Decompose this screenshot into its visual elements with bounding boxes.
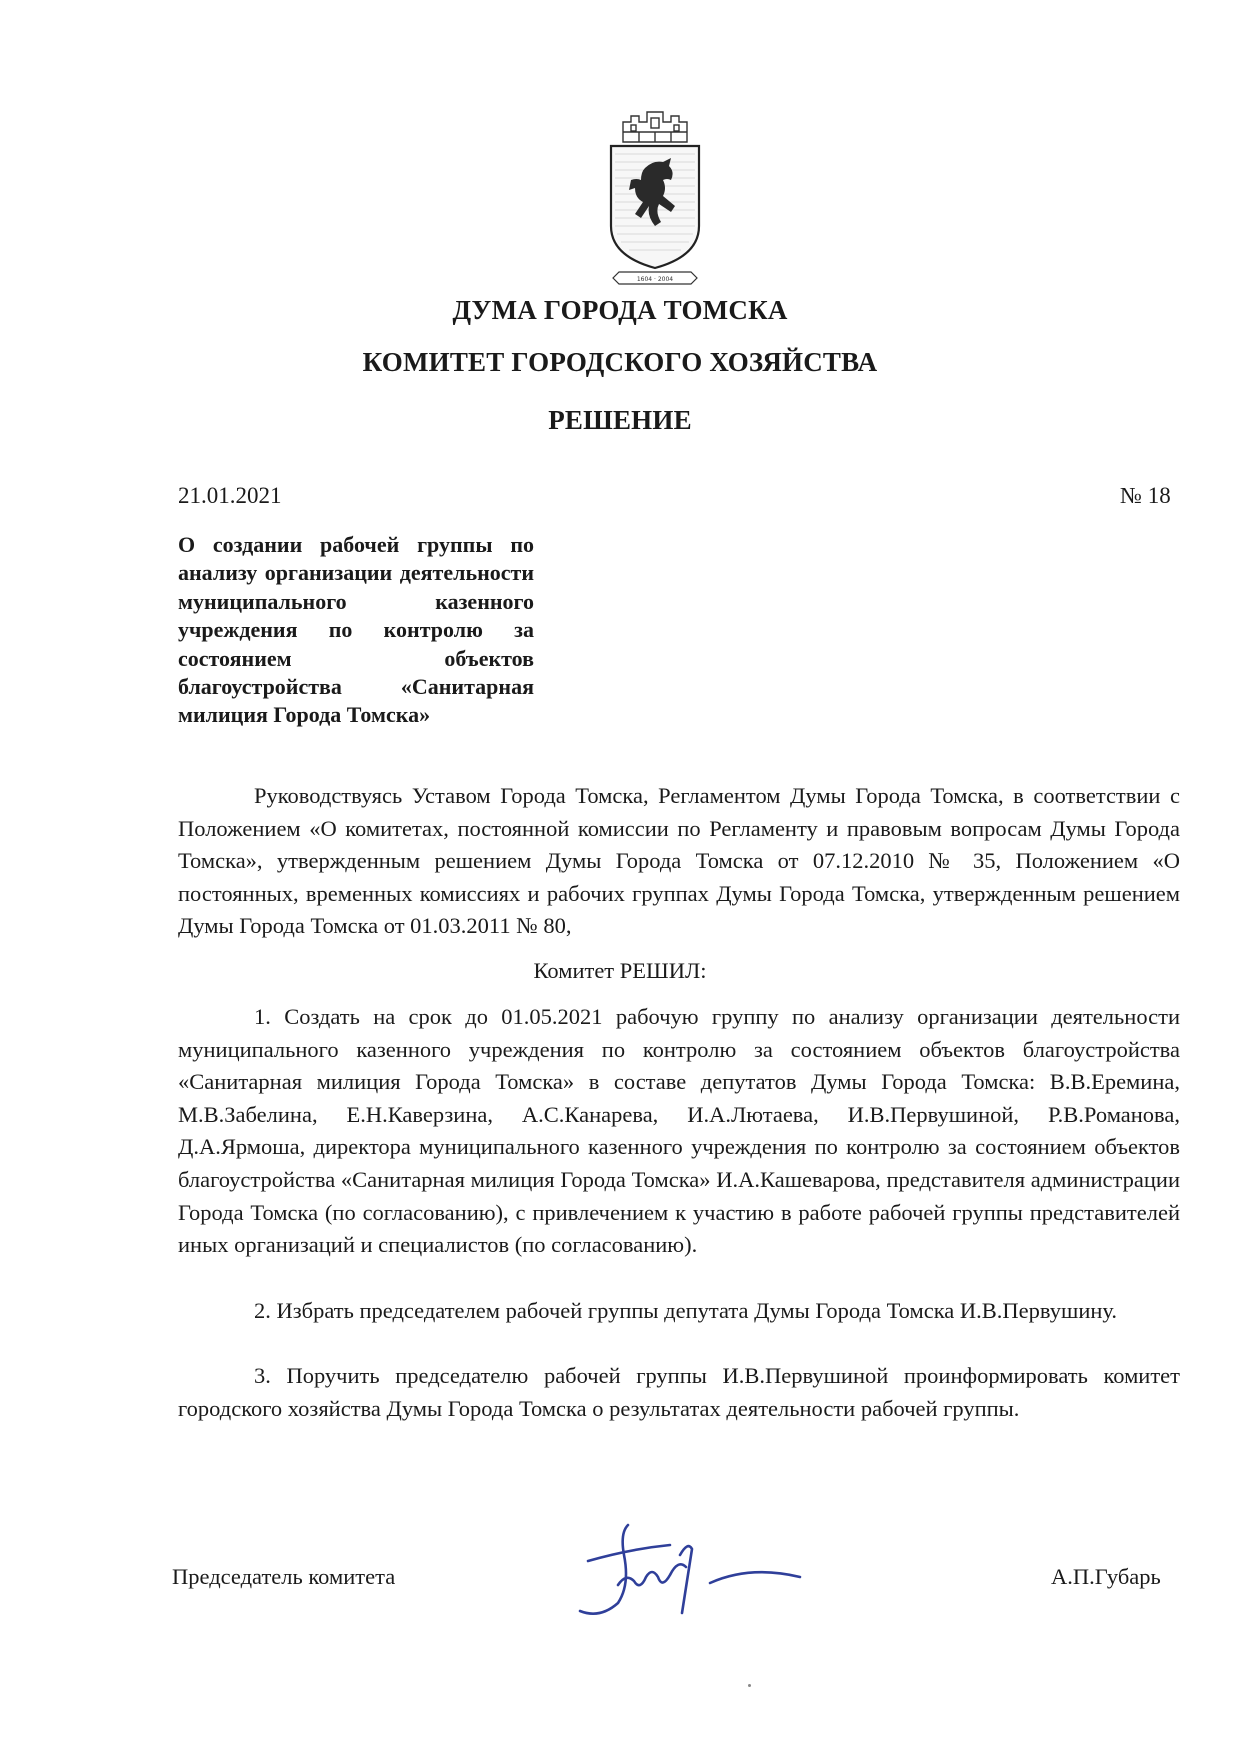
signatory-title: Председатель комитета (172, 1564, 396, 1589)
document-number: № 18 (1120, 483, 1171, 508)
preamble-paragraph: Руководствуясь Уставом Города Томска, Регламентом Думы Города Томска, в соответствии с Положением «О комитетах, постоянной комиссии по Регламенту и правовым вопросам Думы Города Томска», утвержденным решением Думы Города Томска от 07.12.2010 № 35, Положением «О постоянных, временных комиссиях и рабочих группах Думы Города Томска, утвержденным решением Думы Города Томска от 01.03.2011 № 80, (178, 783, 1180, 939)
document-date: 21.01.2021 (178, 483, 282, 508)
org-name-committee: КОМИТЕТ ГОРОДСКОГО ХОЗЯЙСТВА (362, 347, 878, 377)
document-subject: О создании рабочей группы по анализу организации деятельности муниципального казенного учреждения по контролю за состоянием объектов благоустройства «Санитарная милиция Города Томска» (178, 532, 534, 728)
resolution-item-1: 1. Создать на срок до 01.05.2021 рабочую группу по анализу организации деятельности муниципального казенного учреждения по контролю за состоянием объектов благоустройства «Санитарная милиция Города Томска» в составе депутатов Думы Города Томска: В.В.Еремина, М.В.Забелина, Е.Н.Каверзина, А.С.Канарева, И.А.Лютаева, И.В.Первушиной, Р.В.Романова, Д.А.Ярмоша, директора муниципального казенного учреждения по контролю за состоянием объектов благоустройства «Санитарная милиция Города Томска» И.А.Кашеварова, представителя администрации Города Томска (по согласованию), с привлечением к участию в работе рабочей группы представителей иных организаций и специалистов (по согласованию). (178, 1004, 1180, 1258)
coat-of-arms-emblem (601, 108, 709, 286)
handwritten-signature (560, 1515, 860, 1630)
scan-speck (748, 1684, 751, 1687)
resolution-item-3: 3. Поручить председателю рабочей группы И.В.Первушиной проинформировать комитет городского хозяйства Думы Города Томска о результатах деятельности рабочей группы. (178, 1363, 1180, 1421)
signatory-name: А.П.Губарь (1051, 1564, 1161, 1589)
svg-text:1604 · 2004: 1604 · 2004 (636, 276, 674, 283)
resolution-item-2: 2. Избрать председателем рабочей группы депутата Думы Города Томска И.В.Первушину. (254, 1298, 1118, 1323)
document-type: РЕШЕНИЕ (548, 405, 692, 435)
resolution-heading: Комитет РЕШИЛ: (533, 958, 707, 983)
org-name-duma: ДУМА ГОРОДА ТОМСКА (452, 295, 788, 325)
